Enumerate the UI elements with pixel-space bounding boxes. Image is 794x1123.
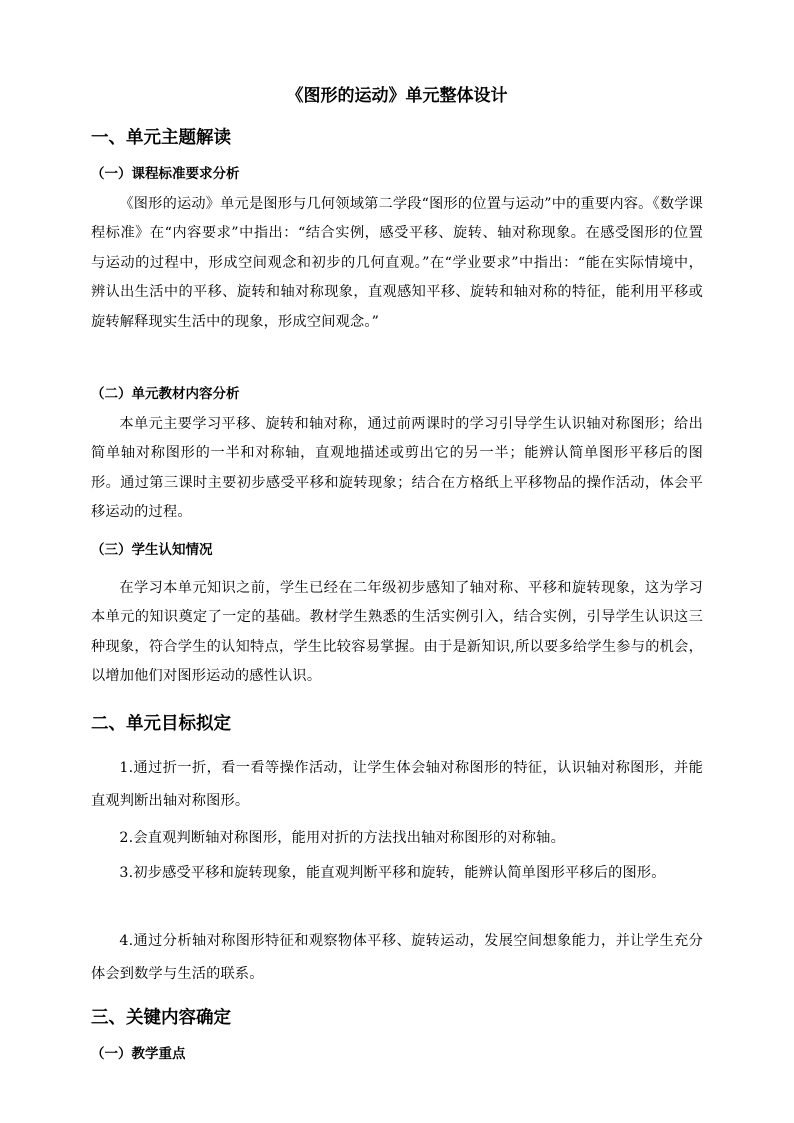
goal-item-1: 1.通过折一折，看一看等操作活动，让学生体会轴对称图形的特征，认识轴对称图形，并能直观判断出轴对称图形。 — [91, 760, 703, 809]
paragraph-textbook-content: 本单元主要学习平移、旋转和轴对称，通过前两课时的学习引导学生认识轴对称图形；给出简单轴对称图形的一半和对称轴，直观地描述或剪出它的另一半；能辨认简单图形平移后的图形。通过第三课时主要初步感受平移和旋转现象；结合在方格纸上平移物品的操作活动，体会平移运动的过程。 — [91, 416, 703, 521]
section-heading-3: 三、关键内容确定 — [91, 1008, 231, 1028]
subsection-heading-3-1: （一）教学重点 — [91, 1046, 186, 1062]
goal-item-2: 2.会直观判断轴对称图形，能用对折的方法找出轴对称图形的对称轴。 — [119, 830, 565, 846]
subsection-heading-1-1: （一）课程标准要求分析 — [91, 166, 240, 182]
section-heading-1: 一、单元主题解读 — [91, 128, 231, 148]
document-title: 《图形的运动》单元整体设计 — [286, 86, 508, 106]
subsection-heading-1-3: （三）学生认知情况 — [91, 542, 213, 558]
goal-item-4: 4.通过分析轴对称图形特征和观察物体平移、旋转运动，发展空间想象能力，并让学生充分体会到数学与生活的联系。 — [91, 933, 703, 982]
subsection-heading-1-2: （二）单元教材内容分析 — [91, 386, 240, 402]
section-heading-2: 二、单元目标拟定 — [91, 714, 231, 734]
paragraph-curriculum-standard: 《图形的运动》单元是图形与几何领域第二学段“图形的位置与运动”中的重要内容。《数学课程标准》在“内容要求”中指出：“结合实例，感受平移、旋转、轴对称现象。在感受图形的位置与运动的过程中，形成空间观念和初步的几何直观。”在“学业要求”中指出：“能在实际情境中，辨认出生活中的平移、旋转和轴对称现象，直观感知平移、旋转和轴对称的特征，能利用平移或旋转解释现实生活中的现象，形成空间观念。” — [91, 196, 703, 330]
goal-item-3: 3.初步感受平移和旋转现象，能直观判断平移和旋转，能辨认简单图形平移后的图形。 — [119, 865, 666, 881]
paragraph-student-cognition: 在学习本单元知识之前，学生已经在二年级初步感知了轴对称、平移和旋转现象，这为学习本单元的知识奠定了一定的基础。教材学生熟悉的生活实例引入，结合实例，引导学生认识这三种现象，符合学生的认知特点，学生比较容易掌握。由于是新知识,所以要多给学生参与的机会，以增加他们对图形运动的感性认识。 — [91, 580, 703, 685]
